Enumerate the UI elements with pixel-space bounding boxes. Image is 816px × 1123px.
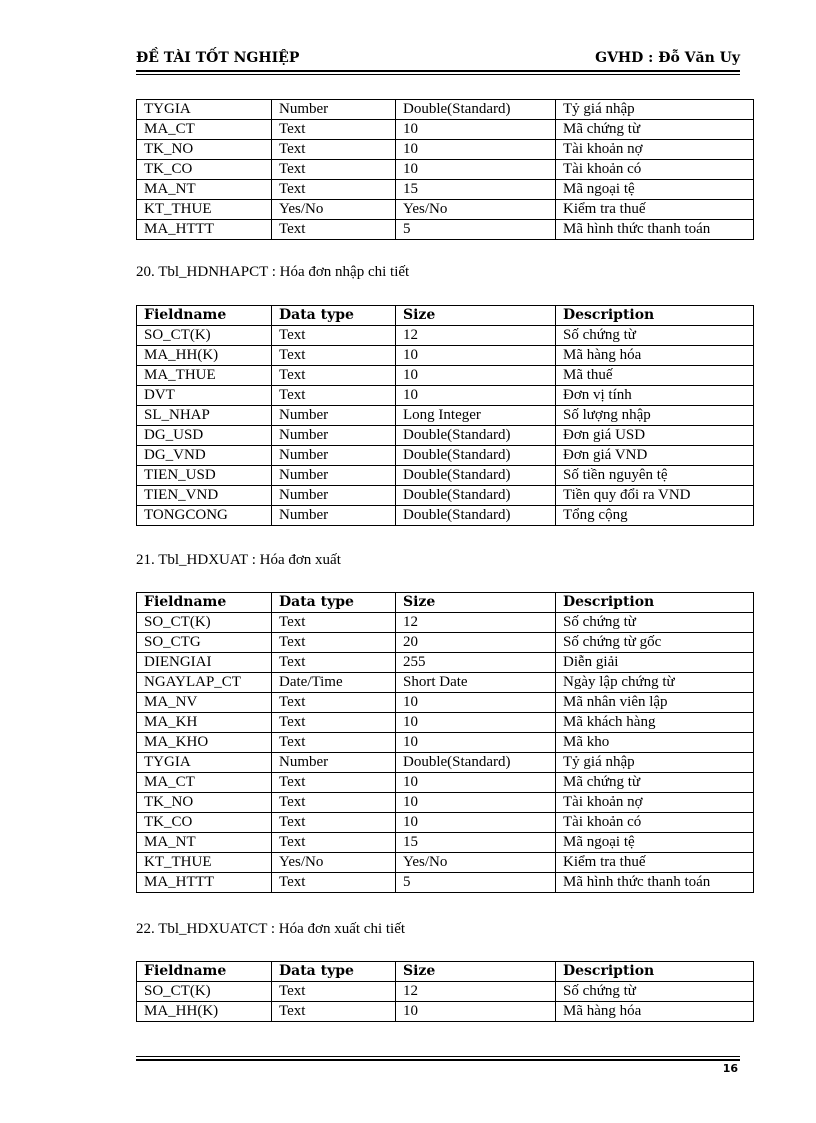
column-header: Description bbox=[556, 306, 754, 326]
table-row bbox=[137, 753, 754, 773]
data-type-cell: Yes/No bbox=[272, 853, 396, 873]
section-20-title: 20. Tbl_HDNHAPCT : Hóa đơn nhập chi tiết bbox=[136, 264, 410, 280]
table-row bbox=[137, 200, 754, 220]
size-cell: 5 bbox=[396, 220, 556, 240]
data-type-cell: Number bbox=[272, 506, 396, 526]
table-row bbox=[137, 466, 754, 486]
table-header-row bbox=[137, 962, 754, 982]
description-cell: Tiền quy đổi ra VND bbox=[556, 486, 754, 506]
column-header: Data type bbox=[272, 593, 396, 613]
size-cell: 15 bbox=[396, 180, 556, 200]
data-type-cell: Text bbox=[272, 140, 396, 160]
column-header: Description bbox=[556, 962, 754, 982]
header-rule bbox=[136, 70, 740, 72]
description-cell: Tỷ giá nhập bbox=[556, 100, 754, 120]
description-cell: Ngày lập chứng từ bbox=[556, 673, 754, 693]
fieldname-cell: SO_CT(K) bbox=[137, 326, 272, 346]
fieldname-cell: MA_HTTT bbox=[137, 873, 272, 893]
size-cell: 10 bbox=[396, 693, 556, 713]
description-cell: Tài khoản nợ bbox=[556, 793, 754, 813]
fieldname-cell: TIEN_VND bbox=[137, 486, 272, 506]
table-row bbox=[137, 326, 754, 346]
fieldname-cell: KT_THUE bbox=[137, 200, 272, 220]
page-header bbox=[136, 50, 740, 70]
column-header: Data type bbox=[272, 962, 396, 982]
table-header-row bbox=[137, 593, 754, 613]
data-type-cell: Number bbox=[272, 406, 396, 426]
description-cell: Tài khoản có bbox=[556, 160, 754, 180]
description-cell: Số chứng từ bbox=[556, 613, 754, 633]
fieldname-cell: MA_NV bbox=[137, 693, 272, 713]
table-row bbox=[137, 446, 754, 466]
column-header: Data type bbox=[272, 306, 396, 326]
size-cell: Double(Standard) bbox=[396, 753, 556, 773]
size-cell: 12 bbox=[396, 326, 556, 346]
table-hdnhapct bbox=[136, 305, 754, 526]
data-type-cell: Text bbox=[272, 793, 396, 813]
size-cell: Yes/No bbox=[396, 200, 556, 220]
data-type-cell: Number bbox=[272, 100, 396, 120]
description-cell: Mã khách hàng bbox=[556, 713, 754, 733]
size-cell: 10 bbox=[396, 733, 556, 753]
table-row bbox=[137, 733, 754, 753]
table-row bbox=[137, 982, 754, 1002]
fieldname-cell: DIENGIAI bbox=[137, 653, 272, 673]
fieldname-cell: MA_NT bbox=[137, 833, 272, 853]
data-type-cell: Text bbox=[272, 733, 396, 753]
advisor-name: GVHD : Đỗ Văn Uy bbox=[595, 50, 740, 66]
size-cell: 20 bbox=[396, 633, 556, 653]
description-cell: Tài khoản có bbox=[556, 813, 754, 833]
data-type-cell: Text bbox=[272, 773, 396, 793]
table-row bbox=[137, 1002, 754, 1022]
description-cell: Mã hàng hóa bbox=[556, 346, 754, 366]
table-row bbox=[137, 346, 754, 366]
data-type-cell: Text bbox=[272, 346, 396, 366]
table-row bbox=[137, 100, 754, 120]
fieldname-cell: MA_CT bbox=[137, 773, 272, 793]
description-cell: Diễn giải bbox=[556, 653, 754, 673]
fieldname-cell: DG_VND bbox=[137, 446, 272, 466]
data-type-cell: Text bbox=[272, 633, 396, 653]
fieldname-cell: DG_USD bbox=[137, 426, 272, 446]
description-cell: Mã hình thức thanh toán bbox=[556, 873, 754, 893]
table-row bbox=[137, 833, 754, 853]
size-cell: Double(Standard) bbox=[396, 486, 556, 506]
column-header: Description bbox=[556, 593, 754, 613]
description-cell: Số chứng từ bbox=[556, 982, 754, 1002]
description-cell: Mã ngoại tệ bbox=[556, 833, 754, 853]
fieldname-cell: TK_CO bbox=[137, 160, 272, 180]
data-type-cell: Text bbox=[272, 180, 396, 200]
data-type-cell: Date/Time bbox=[272, 673, 396, 693]
table-header-row bbox=[137, 306, 754, 326]
description-cell: Mã hình thức thanh toán bbox=[556, 220, 754, 240]
data-type-cell: Number bbox=[272, 466, 396, 486]
description-cell: Mã kho bbox=[556, 733, 754, 753]
description-cell: Số tiền nguyên tệ bbox=[556, 466, 754, 486]
size-cell: 10 bbox=[396, 366, 556, 386]
fieldname-cell: KT_THUE bbox=[137, 853, 272, 873]
size-cell: 12 bbox=[396, 613, 556, 633]
fieldname-cell: MA_HH(K) bbox=[137, 1002, 272, 1022]
column-header: Fieldname bbox=[137, 962, 272, 982]
column-header: Fieldname bbox=[137, 306, 272, 326]
data-type-cell: Text bbox=[272, 1002, 396, 1022]
fieldname-cell: MA_CT bbox=[137, 120, 272, 140]
description-cell: Kiểm tra thuế bbox=[556, 853, 754, 873]
size-cell: Short Date bbox=[396, 673, 556, 693]
data-type-cell: Text bbox=[272, 386, 396, 406]
description-cell: Mã chứng từ bbox=[556, 120, 754, 140]
header-rule-thin bbox=[136, 74, 740, 75]
size-cell: 10 bbox=[396, 120, 556, 140]
size-cell: 10 bbox=[396, 713, 556, 733]
description-cell: Đơn giá VND bbox=[556, 446, 754, 466]
fieldname-cell: TK_CO bbox=[137, 813, 272, 833]
data-type-cell: Text bbox=[272, 220, 396, 240]
fieldname-cell: TK_NO bbox=[137, 140, 272, 160]
table-row bbox=[137, 486, 754, 506]
fieldname-cell: MA_HH(K) bbox=[137, 346, 272, 366]
description-cell: Tổng cộng bbox=[556, 506, 754, 526]
table-row bbox=[137, 673, 754, 693]
fieldname-cell: MA_NT bbox=[137, 180, 272, 200]
table-row bbox=[137, 633, 754, 653]
table-row bbox=[137, 713, 754, 733]
fieldname-cell: SO_CTG bbox=[137, 633, 272, 653]
data-type-cell: Text bbox=[272, 813, 396, 833]
table-row bbox=[137, 366, 754, 386]
table-row bbox=[137, 793, 754, 813]
fieldname-cell: TYGIA bbox=[137, 100, 272, 120]
size-cell: 10 bbox=[396, 140, 556, 160]
fieldname-cell: NGAYLAP_CT bbox=[137, 673, 272, 693]
size-cell: 12 bbox=[396, 982, 556, 1002]
description-cell: Mã ngoại tệ bbox=[556, 180, 754, 200]
size-cell: Double(Standard) bbox=[396, 426, 556, 446]
data-type-cell: Number bbox=[272, 426, 396, 446]
table-row bbox=[137, 386, 754, 406]
size-cell: 5 bbox=[396, 873, 556, 893]
description-cell: Đơn giá USD bbox=[556, 426, 754, 446]
data-type-cell: Number bbox=[272, 486, 396, 506]
fieldname-cell: MA_HTTT bbox=[137, 220, 272, 240]
description-cell: Đơn vị tính bbox=[556, 386, 754, 406]
data-type-cell: Text bbox=[272, 366, 396, 386]
table-row bbox=[137, 813, 754, 833]
fieldname-cell: TYGIA bbox=[137, 753, 272, 773]
data-type-cell: Yes/No bbox=[272, 200, 396, 220]
table-row bbox=[137, 406, 754, 426]
data-type-cell: Number bbox=[272, 446, 396, 466]
section-22-title: 22. Tbl_HDXUATCT : Hóa đơn xuất chi tiết bbox=[136, 921, 406, 937]
data-type-cell: Number bbox=[272, 753, 396, 773]
description-cell: Mã chứng từ bbox=[556, 773, 754, 793]
table-row bbox=[137, 873, 754, 893]
data-type-cell: Text bbox=[272, 653, 396, 673]
data-type-cell: Text bbox=[272, 326, 396, 346]
data-type-cell: Text bbox=[272, 713, 396, 733]
size-cell: 10 bbox=[396, 813, 556, 833]
data-type-cell: Text bbox=[272, 982, 396, 1002]
size-cell: Double(Standard) bbox=[396, 506, 556, 526]
table-row bbox=[137, 773, 754, 793]
size-cell: 10 bbox=[396, 773, 556, 793]
fieldname-cell: SL_NHAP bbox=[137, 406, 272, 426]
table-row bbox=[137, 120, 754, 140]
description-cell: Mã nhân viên lập bbox=[556, 693, 754, 713]
data-type-cell: Text bbox=[272, 613, 396, 633]
description-cell: Kiểm tra thuế bbox=[556, 200, 754, 220]
footer-rule bbox=[136, 1059, 740, 1061]
table-row bbox=[137, 853, 754, 873]
fieldname-cell: MA_THUE bbox=[137, 366, 272, 386]
table-row bbox=[137, 140, 754, 160]
column-header: Size bbox=[396, 962, 556, 982]
description-cell: Tài khoản nợ bbox=[556, 140, 754, 160]
fieldname-cell: SO_CT(K) bbox=[137, 982, 272, 1002]
fieldname-cell: MA_KH bbox=[137, 713, 272, 733]
fieldname-cell: DVT bbox=[137, 386, 272, 406]
table-hdxuat bbox=[136, 592, 754, 893]
column-header: Size bbox=[396, 306, 556, 326]
table-row bbox=[137, 693, 754, 713]
table-row bbox=[137, 160, 754, 180]
data-type-cell: Text bbox=[272, 833, 396, 853]
table-continued bbox=[136, 99, 754, 240]
column-header: Fieldname bbox=[137, 593, 272, 613]
description-cell: Mã thuế bbox=[556, 366, 754, 386]
fieldname-cell: TONGCONG bbox=[137, 506, 272, 526]
size-cell: 10 bbox=[396, 1002, 556, 1022]
size-cell: Double(Standard) bbox=[396, 446, 556, 466]
fieldname-cell: SO_CT(K) bbox=[137, 613, 272, 633]
fieldname-cell: TK_NO bbox=[137, 793, 272, 813]
table-row bbox=[137, 613, 754, 633]
data-type-cell: Text bbox=[272, 120, 396, 140]
data-type-cell: Text bbox=[272, 160, 396, 180]
data-type-cell: Text bbox=[272, 693, 396, 713]
size-cell: 15 bbox=[396, 833, 556, 853]
size-cell: Yes/No bbox=[396, 853, 556, 873]
table-row bbox=[137, 653, 754, 673]
fieldname-cell: TIEN_USD bbox=[137, 466, 272, 486]
size-cell: 10 bbox=[396, 160, 556, 180]
description-cell: Mã hàng hóa bbox=[556, 1002, 754, 1022]
size-cell: 10 bbox=[396, 386, 556, 406]
size-cell: 10 bbox=[396, 793, 556, 813]
size-cell: Double(Standard) bbox=[396, 100, 556, 120]
size-cell: 10 bbox=[396, 346, 556, 366]
size-cell: Double(Standard) bbox=[396, 466, 556, 486]
fieldname-cell: MA_KHO bbox=[137, 733, 272, 753]
table-row bbox=[137, 426, 754, 446]
table-hdxuatct bbox=[136, 961, 754, 1022]
size-cell: 255 bbox=[396, 653, 556, 673]
section-21-title: 21. Tbl_HDXUAT : Hóa đơn xuất bbox=[136, 552, 341, 568]
table-row bbox=[137, 506, 754, 526]
footer-rule-thin bbox=[136, 1056, 740, 1057]
description-cell: Số chứng từ gốc bbox=[556, 633, 754, 653]
description-cell: Tỷ giá nhập bbox=[556, 753, 754, 773]
thesis-title: ĐỀ TÀI TỐT NGHIỆP bbox=[136, 50, 300, 66]
table-row bbox=[137, 180, 754, 200]
column-header: Size bbox=[396, 593, 556, 613]
data-type-cell: Text bbox=[272, 873, 396, 893]
description-cell: Số lượng nhập bbox=[556, 406, 754, 426]
page-number: 16 bbox=[722, 1062, 738, 1075]
size-cell: Long Integer bbox=[396, 406, 556, 426]
table-row bbox=[137, 220, 754, 240]
description-cell: Số chứng từ bbox=[556, 326, 754, 346]
